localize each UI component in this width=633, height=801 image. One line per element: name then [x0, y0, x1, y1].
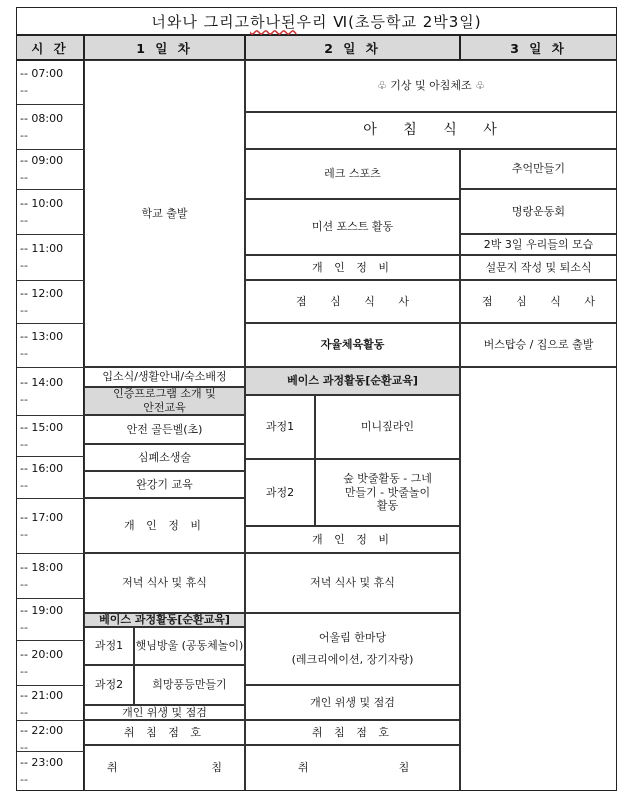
day1-departure: 학교 출발	[84, 60, 245, 367]
day2-sleep	[245, 745, 460, 791]
header-day3: 3 일 차	[460, 35, 617, 60]
time-hour: -- 09:00	[20, 154, 64, 167]
day1-descender: 완강기 교육	[84, 471, 245, 498]
time-divider	[16, 456, 84, 457]
day3-empty	[460, 367, 617, 791]
day2-rec-sports: 레크 스포츠	[245, 149, 460, 199]
time-slot	[20, 646, 82, 680]
time-divider	[16, 751, 84, 752]
day3-sports-day: 명랑운동회	[460, 189, 617, 234]
day1-rollcall: 취 침 점 호	[84, 720, 245, 745]
day1-safety-goldenbell: 안전 골든벨(초)	[84, 415, 245, 444]
day1-course1-activity: 햇님방울 (공동체놀이)	[134, 627, 245, 665]
title-suffix: 우리 Ⅵ(초등학교 2박3일)	[296, 12, 482, 31]
time-hour: -- 08:00	[20, 111, 64, 125]
time-hour: -- 07:00	[20, 67, 64, 80]
time-divider	[16, 323, 84, 324]
day1-cert-intro: 인증프로그램 소개 및 안전교육	[84, 387, 245, 415]
time-sub: --	[20, 621, 28, 634]
day2-course2: 과정2	[245, 459, 315, 526]
day2-course2-activity: 숲 밧줄활동 - 그네 만들기 - 밧줄놀이 활동	[315, 459, 460, 526]
time-divider	[16, 640, 84, 641]
time-slot	[20, 152, 82, 186]
time-sub: --	[20, 577, 28, 591]
time-slot	[20, 110, 82, 144]
day1-sleep-a: 취	[107, 761, 118, 775]
day1-hygiene: 개인 위생 및 점검	[84, 705, 245, 720]
day2-festival	[245, 613, 460, 685]
time-sub: --	[20, 773, 28, 786]
title-prefix: 너와나 그리고	[151, 12, 251, 31]
day2-personal-time-2: 개 인 정 비	[245, 526, 460, 553]
time-slot	[20, 195, 82, 229]
time-sub: --	[20, 479, 28, 492]
day2-personal-time: 개 인 정 비	[245, 255, 460, 280]
time-divider	[16, 685, 84, 686]
time-hour: -- 12:00	[20, 286, 64, 300]
header-day2: 2 일 차	[245, 35, 460, 60]
time-divider	[16, 234, 84, 235]
day1-sleep	[84, 745, 245, 791]
time-sub: --	[20, 527, 28, 541]
time-slot	[20, 419, 82, 453]
time-sub: --	[20, 259, 28, 272]
time-sub: --	[20, 303, 28, 317]
time-hour: -- 16:00	[20, 462, 64, 475]
time-hour: -- 17:00	[20, 510, 64, 524]
time-slot	[20, 65, 82, 99]
day1-course2-activity: 희망풍등만들기	[134, 665, 245, 705]
day2-festival-sub: (레크리에이션, 장기자랑)	[291, 653, 414, 666]
day2-base-activity: 베이스 과정활동[순환교육]	[245, 367, 460, 395]
day2-wakeup: ♧ 기상 및 아침체조 ♧	[245, 60, 617, 112]
day2-festival-title: 어울림 한마당	[318, 631, 387, 645]
day2-lunch: 점 심 식 사	[245, 280, 460, 323]
header-day1: 1 일 차	[84, 35, 245, 60]
day3-memories: 추억만들기	[460, 149, 617, 189]
page-title	[16, 7, 617, 35]
time-sub: --	[20, 171, 28, 184]
day1-cpr: 심폐소생술	[84, 444, 245, 471]
day2-sleep-b: 침	[398, 761, 410, 775]
time-divider	[16, 189, 84, 190]
time-divider	[16, 598, 84, 599]
time-slot	[20, 460, 82, 494]
day3-our-look: 2박 3일 우리들의 모습	[460, 234, 617, 255]
time-hour: -- 22:00	[20, 724, 64, 737]
day2-free-pe: 자율체육활동	[245, 323, 460, 367]
time-slot	[20, 602, 82, 636]
day1-orientation: 입소식/생활안내/숙소배정	[84, 367, 245, 387]
time-slot	[20, 328, 82, 362]
time-hour: -- 13:00	[20, 330, 64, 343]
day1-personal-time: 개 인 정 비	[84, 498, 245, 553]
time-hour: -- 21:00	[20, 689, 64, 702]
time-divider	[16, 104, 84, 105]
title-wavy-word: 하나된	[250, 12, 297, 31]
time-sub: --	[20, 741, 28, 754]
time-slot	[20, 285, 82, 319]
time-slot	[20, 509, 82, 543]
day1-course2: 과정2	[84, 665, 134, 705]
time-slot	[20, 374, 82, 408]
time-slot	[20, 559, 82, 593]
day2-course1: 과정1	[245, 395, 315, 459]
day2-dinner: 저녁 식사 및 휴식	[245, 553, 460, 613]
time-sub: --	[20, 437, 28, 451]
day1-base-activity: 베이스 과정활동[순환교육]	[84, 613, 245, 627]
time-divider	[16, 720, 84, 721]
day2-course1-activity: 미니짚라인	[315, 395, 460, 459]
day2-mission-post: 미션 포스트 활동	[245, 199, 460, 255]
time-sub: --	[20, 393, 28, 406]
time-divider	[16, 553, 84, 554]
time-divider	[16, 415, 84, 416]
day2-sleep-a: 취	[298, 761, 309, 775]
day2-hygiene: 개인 위생 및 점검	[245, 685, 460, 720]
time-sub: --	[20, 347, 28, 360]
time-hour: -- 23:00	[20, 756, 64, 769]
time-hour: -- 10:00	[20, 196, 64, 210]
day1-course1: 과정1	[84, 627, 134, 665]
time-sub: --	[20, 84, 28, 97]
day1-sleep-b: 침	[211, 761, 222, 775]
time-divider	[16, 280, 84, 281]
day3-bus: 버스탑승 / 집으로 출발	[460, 323, 617, 367]
time-hour: -- 18:00	[20, 560, 64, 574]
time-slot	[20, 754, 82, 788]
day1-dinner: 저녁 식사 및 휴식	[84, 553, 245, 613]
time-hour: -- 11:00	[20, 242, 64, 255]
time-hour: -- 19:00	[20, 604, 64, 617]
time-hour: -- 14:00	[20, 376, 64, 389]
time-hour: -- 20:00	[20, 647, 64, 661]
time-sub: --	[20, 213, 28, 227]
time-sub: --	[20, 664, 28, 678]
time-slot	[20, 687, 82, 721]
day2-breakfast: 아 침 식 사	[245, 112, 617, 149]
header-time: 시 간	[16, 35, 84, 60]
time-sub: --	[20, 706, 28, 719]
day3-lunch: 점 심 식 사	[460, 280, 617, 323]
time-divider	[16, 149, 84, 150]
time-sub: --	[20, 128, 28, 142]
day3-survey: 설문지 작성 및 퇴소식	[460, 255, 617, 280]
time-slot	[20, 240, 82, 274]
time-divider	[16, 498, 84, 499]
day2-rollcall: 취 침 점 호	[245, 720, 460, 745]
time-divider	[16, 367, 84, 368]
time-hour: -- 15:00	[20, 420, 64, 434]
